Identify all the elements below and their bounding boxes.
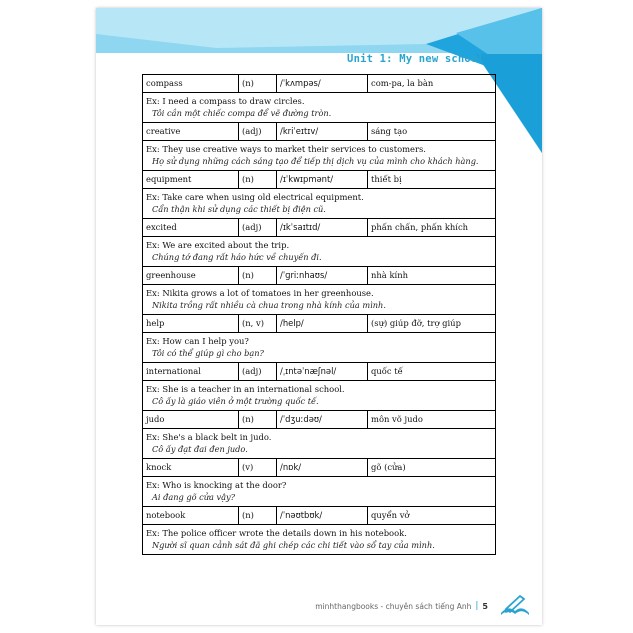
vocab-row	[143, 314, 495, 332]
pronunciation: /ˈnəʊtbʊk/	[277, 507, 368, 524]
vocab-word: international	[143, 363, 239, 380]
vocab-word: equipment	[143, 171, 239, 188]
pronunciation: /ɪkˈsaɪtɪd/	[277, 219, 368, 236]
example-sentence: Ex: They use creative ways to market their services to customers.	[146, 144, 426, 154]
example-sentence: Ex: We are excited about the trip.	[146, 240, 290, 250]
vocabulary-table	[142, 74, 496, 555]
example-sentence: Ex: The police officer wrote the details down in his notebook.	[146, 528, 407, 538]
example-sentence: Ex: Take care when using old electrical equipment.	[146, 192, 364, 202]
example-translation: Tôi cần một chiếc compa để vẽ đường tròn.	[152, 108, 332, 118]
example-block	[143, 332, 495, 362]
page-number: 5	[482, 601, 488, 611]
pronunciation: /ˈkʌmpəs/	[277, 75, 368, 92]
example-block	[143, 236, 495, 266]
publisher-name: minhthangbooks - chuyên sách tiếng Anh	[315, 601, 472, 611]
example-block	[143, 92, 495, 122]
book-pencil-icon	[498, 593, 532, 617]
part-of-speech: (n)	[239, 507, 277, 524]
part-of-speech: (n)	[239, 75, 277, 92]
example-translation: Chúng tớ đang rất háo hức về chuyến đi.	[152, 252, 322, 262]
example-sentence: Ex: How can I help you?	[146, 336, 249, 346]
example-sentence: Ex: She's a black belt in judo.	[146, 432, 272, 442]
page-footer	[315, 601, 488, 611]
vocab-row	[143, 362, 495, 380]
example-block	[143, 140, 495, 170]
vietnamese-meaning: thiết bị	[371, 174, 402, 184]
vocab-word: notebook	[143, 507, 239, 524]
example-translation: Nikita trồng rất nhiều cà chua trong nhà kính của mình.	[152, 300, 386, 310]
vocab-row	[143, 170, 495, 188]
vocab-row	[143, 122, 495, 140]
vocab-row	[143, 458, 495, 476]
example-translation: Tôi có thể giúp gì cho bạn?	[152, 348, 264, 358]
example-block	[143, 188, 495, 218]
part-of-speech: (v)	[239, 459, 277, 476]
example-block	[143, 284, 495, 314]
book-page	[96, 8, 542, 625]
example-sentence: Ex: She is a teacher in an international school.	[146, 384, 345, 394]
vocab-word: help	[143, 315, 239, 332]
vietnamese-meaning: phấn chấn, phấn khích	[371, 222, 469, 232]
vocab-word: compass	[143, 75, 239, 92]
example-translation: Người sĩ quan cảnh sát đã ghi chép các chi tiết vào sổ tay của mình.	[152, 540, 435, 550]
vocab-word: creative	[143, 123, 239, 140]
vietnamese-meaning: nhà kính	[371, 270, 408, 280]
unit-title: Unit 1: My new school	[347, 53, 484, 65]
example-translation: Cẩn thận khi sử dụng các thiết bị điện cũ.	[152, 204, 326, 214]
example-block	[143, 428, 495, 458]
vietnamese-meaning: quyển vở	[371, 510, 410, 520]
example-translation: Họ sử dụng những cách sáng tạo để tiếp thị dịch vụ của mình cho khách hàng.	[152, 156, 479, 166]
part-of-speech: (n)	[239, 171, 277, 188]
vocab-row	[143, 506, 495, 524]
example-block	[143, 524, 495, 554]
example-translation: Cô ấy đạt đai đen judo.	[152, 444, 248, 454]
pronunciation: /ˈɡriːnhaʊs/	[277, 267, 368, 284]
part-of-speech: (adj)	[239, 219, 277, 236]
example-translation: Ai đang gõ cửa vậy?	[152, 492, 236, 502]
part-of-speech: (n)	[239, 411, 277, 428]
example-sentence: Ex: Nikita grows a lot of tomatoes in her greenhouse.	[146, 288, 374, 298]
example-sentence: Ex: Who is knocking at the door?	[146, 480, 287, 490]
vietnamese-meaning: quốc tế	[371, 366, 403, 376]
example-block	[143, 380, 495, 410]
part-of-speech: (adj)	[239, 123, 277, 140]
pronunciation: /ɪˈkwɪpmənt/	[277, 171, 368, 188]
pronunciation: /kriˈeɪtɪv/	[277, 123, 368, 140]
pronunciation: /help/	[277, 315, 368, 332]
pronunciation: /nɒk/	[277, 459, 368, 476]
example-translation: Cô ấy là giáo viên ở một trường quốc tế.	[152, 396, 319, 406]
example-block	[143, 476, 495, 506]
vocab-word: knock	[143, 459, 239, 476]
vietnamese-meaning: môn võ judo	[371, 414, 423, 424]
vietnamese-meaning: gõ (cửa)	[371, 462, 406, 472]
vocab-word: greenhouse	[143, 267, 239, 284]
part-of-speech: (n)	[239, 267, 277, 284]
vocab-row	[143, 75, 495, 92]
vocab-row	[143, 266, 495, 284]
pronunciation: /ˌɪntəˈnæʃnəl/	[277, 363, 368, 380]
example-sentence: Ex: I need a compass to draw circles.	[146, 96, 305, 106]
vocab-word: excited	[143, 219, 239, 236]
vocab-row	[143, 218, 495, 236]
part-of-speech: (n, v)	[239, 315, 277, 332]
vietnamese-meaning: com-pa, la bàn	[371, 78, 434, 88]
part-of-speech: (adj)	[239, 363, 277, 380]
vocab-word: judo	[143, 411, 239, 428]
footer-separator: |	[475, 601, 479, 611]
vietnamese-meaning: (sự) giúp đỡ, trợ giúp	[371, 318, 461, 328]
vocab-row	[143, 410, 495, 428]
pronunciation: /ˈdʒuːdəʊ/	[277, 411, 368, 428]
vietnamese-meaning: sáng tạo	[371, 126, 408, 136]
